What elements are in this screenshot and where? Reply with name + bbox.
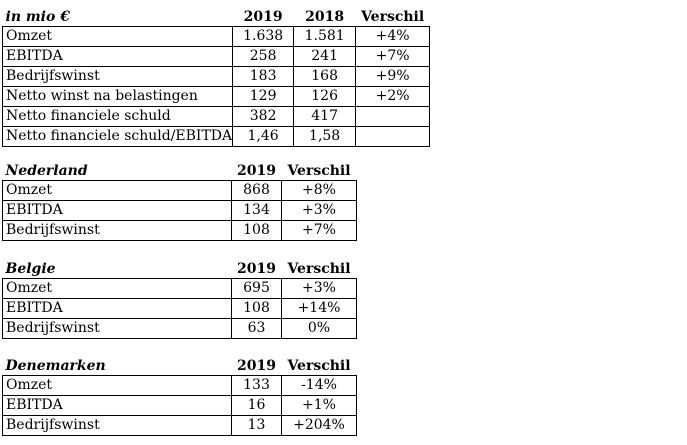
- row-label: EBITDA: [3, 201, 232, 221]
- cell-diff: +204%: [282, 416, 357, 436]
- row-label: Bedrijfswinst: [3, 221, 232, 241]
- cell-2019: 133: [232, 376, 282, 396]
- header-verschil: Verschil: [287, 260, 351, 277]
- table-row: [3, 279, 357, 299]
- region-title: Belgie: [5, 260, 56, 277]
- cell-diff: [356, 107, 430, 127]
- header-2018: 2018: [305, 8, 345, 25]
- table-row: [3, 47, 430, 67]
- table-row: [3, 27, 430, 47]
- cell-2018: 1.581: [294, 27, 356, 47]
- cell-diff: +4%: [356, 27, 430, 47]
- region-header-row: [3, 258, 357, 279]
- cell-2019: 258: [233, 47, 294, 67]
- cell-2018: 241: [294, 47, 356, 67]
- table-row: [3, 127, 430, 147]
- header-verschil: Verschil: [287, 357, 351, 374]
- cell-2019: 1.638: [233, 27, 294, 47]
- table-row: [3, 67, 430, 87]
- region-title: Denemarken: [5, 357, 106, 374]
- cell-2018: 1,58: [294, 127, 356, 147]
- table-row: [3, 87, 430, 107]
- table-row: [3, 107, 430, 127]
- row-label: Bedrijfswinst: [3, 319, 232, 339]
- cell-diff: +3%: [282, 279, 357, 299]
- table-row: [3, 221, 357, 241]
- table-row: [3, 416, 357, 436]
- row-label: Omzet: [3, 27, 233, 47]
- cell-2019: 16: [232, 396, 282, 416]
- row-label: EBITDA: [3, 396, 232, 416]
- table-row: [3, 376, 357, 396]
- table-row: [3, 201, 357, 221]
- row-label: EBITDA: [3, 47, 233, 67]
- cell-2019: 1,46: [233, 127, 294, 147]
- table-row: [3, 319, 357, 339]
- cell-2019: 63: [232, 319, 282, 339]
- header-2019: 2019: [237, 260, 276, 277]
- cell-2018: 126: [294, 87, 356, 107]
- table-row: [3, 299, 357, 319]
- cell-2019: 129: [233, 87, 294, 107]
- table-row: [3, 181, 357, 201]
- header-2019: 2019: [243, 8, 283, 25]
- region-table-denemarken: [2, 355, 357, 436]
- region-table-belgie: [2, 258, 357, 339]
- cell-diff: +7%: [282, 221, 357, 241]
- row-label: Bedrijfswinst: [3, 67, 233, 87]
- summary-table: [2, 6, 430, 147]
- cell-2018: 417: [294, 107, 356, 127]
- summary-title: in mio €: [5, 8, 70, 25]
- cell-diff: +1%: [282, 396, 357, 416]
- cell-2019: 13: [232, 416, 282, 436]
- cell-diff: +3%: [282, 201, 357, 221]
- row-label: Omzet: [3, 279, 232, 299]
- cell-2019: 868: [232, 181, 282, 201]
- cell-2019: 382: [233, 107, 294, 127]
- header-verschil: Verschil: [287, 162, 351, 179]
- header-2019: 2019: [237, 357, 276, 374]
- cell-diff: +7%: [356, 47, 430, 67]
- summary-header-row: [3, 6, 430, 27]
- cell-2019: 108: [232, 299, 282, 319]
- cell-diff: +8%: [282, 181, 357, 201]
- region-header-row: [3, 160, 357, 181]
- cell-diff: +14%: [282, 299, 357, 319]
- row-label: Omzet: [3, 376, 232, 396]
- table-row: [3, 396, 357, 416]
- row-label: Netto winst na belastingen: [3, 87, 233, 107]
- cell-diff: -14%: [282, 376, 357, 396]
- cell-diff: +2%: [356, 87, 430, 107]
- cell-2019: 183: [233, 67, 294, 87]
- row-label: Omzet: [3, 181, 232, 201]
- header-2019: 2019: [237, 162, 276, 179]
- row-label: Bedrijfswinst: [3, 416, 232, 436]
- row-label: Netto financiele schuld: [3, 107, 233, 127]
- cell-diff: +9%: [356, 67, 430, 87]
- region-header-row: [3, 355, 357, 376]
- region-table-nederland: [2, 160, 357, 241]
- cell-diff: 0%: [282, 319, 357, 339]
- cell-2019: 695: [232, 279, 282, 299]
- cell-2018: 168: [294, 67, 356, 87]
- row-label: Netto financiele schuld/EBITDA: [3, 127, 233, 147]
- cell-diff: [356, 127, 430, 147]
- cell-2019: 108: [232, 221, 282, 241]
- header-verschil: Verschil: [361, 8, 425, 25]
- row-label: EBITDA: [3, 299, 232, 319]
- region-title: Nederland: [5, 162, 88, 179]
- cell-2019: 134: [232, 201, 282, 221]
